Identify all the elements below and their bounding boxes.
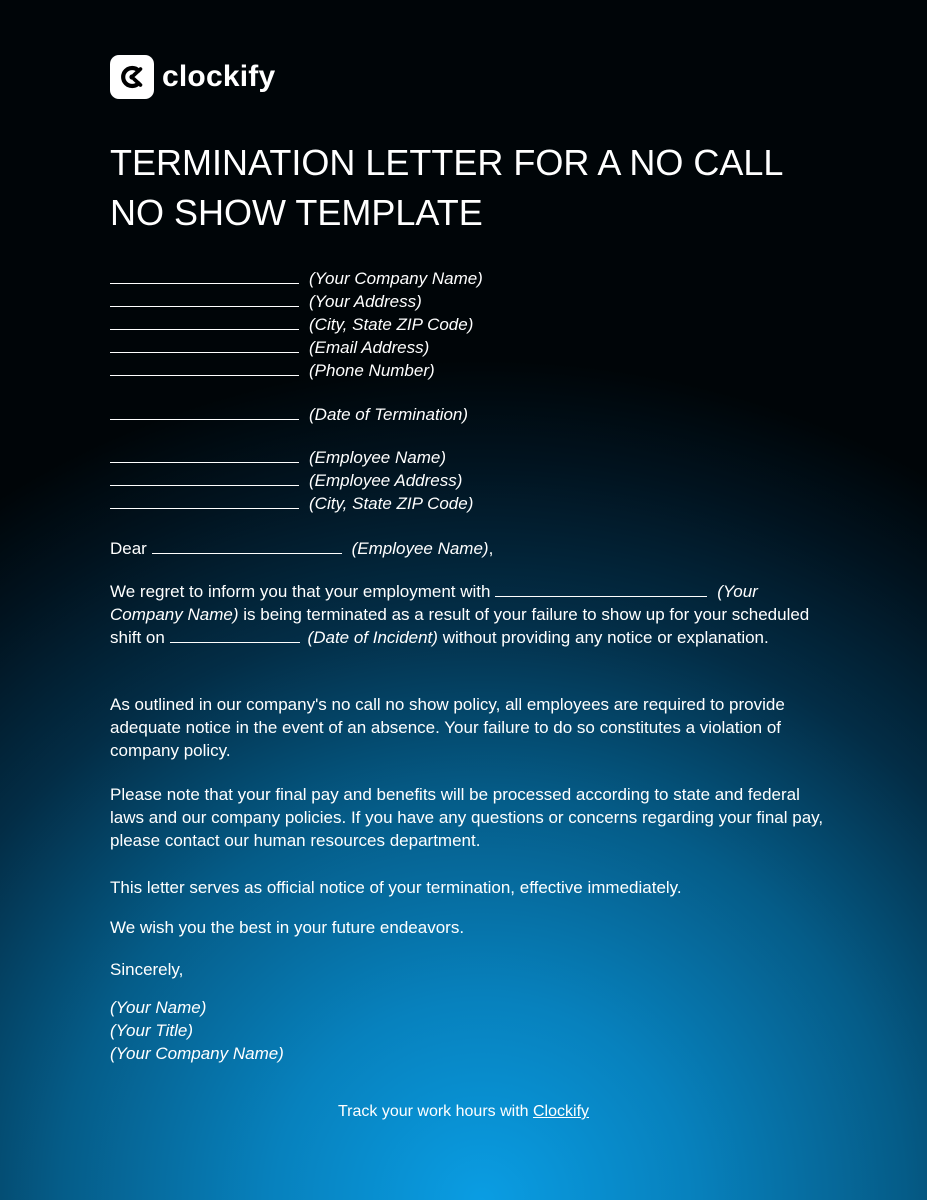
blank-line: [110, 470, 299, 486]
closing: Sincerely,: [110, 960, 184, 979]
signature-company: (Your Company Name): [110, 1044, 284, 1063]
employee-name-line: (Employee Name): [110, 447, 446, 469]
footer: Track your work hours with Clockify: [337, 1103, 590, 1120]
blank-line: [110, 291, 299, 307]
employee-city-line: (City, State ZIP Code): [110, 493, 473, 515]
paragraph-3: Please note that your final pay and benefits will be processed according to state and federal laws and our company policies. If you have any questions or concerns regarding your final pay, please contact our human resources department.: [110, 785, 824, 850]
paragraph-1: We regret to inform you that your employment with (Your Company Name) is being terminated as a result of your failure to show up for your scheduled shift on (Date of Incident) without providing any notice or explanation.: [110, 582, 810, 647]
blank-line: [152, 538, 342, 554]
blank-line: [110, 337, 299, 353]
clockify-logo: [110, 55, 275, 99]
clockify-logo-icon: [110, 55, 154, 99]
blank-line: [110, 314, 299, 330]
salutation: Dear (Employee Name),: [110, 539, 494, 558]
blank-line: [495, 581, 707, 597]
paragraph-4: This letter serves as official notice of your termination, effective immediately.: [110, 878, 682, 897]
page-title: TERMINATION LETTER FOR A NO CALL NO SHOW TEMPLATE: [110, 142, 783, 233]
brand-name: clockify: [162, 60, 276, 93]
signature-title: (Your Title): [110, 1021, 193, 1040]
sender-city-line: (City, State ZIP Code): [110, 314, 473, 336]
blank-line: [110, 404, 299, 420]
blank-line: [110, 493, 299, 509]
sender-address-line: (Your Address): [110, 291, 422, 313]
blank-line: [170, 627, 300, 643]
blank-line: [110, 360, 299, 376]
sender-phone-line: (Phone Number): [110, 360, 435, 382]
sender-email-line: (Email Address): [110, 337, 429, 359]
termination-date-line: (Date of Termination): [110, 404, 468, 426]
employee-address-line: (Employee Address): [110, 470, 462, 492]
clockify-link[interactable]: Clockify: [533, 1103, 590, 1120]
sender-company-line: (Your Company Name): [110, 268, 483, 290]
blank-line: [110, 268, 299, 284]
paragraph-2: As outlined in our company's no call no show policy, all employees are required to provide adequate notice in the event of an absence. Your failure to do so constitutes a violation of company policy.: [110, 695, 785, 760]
paragraph-5: We wish you the best in your future endeavors.: [110, 918, 465, 937]
blank-line: [110, 447, 299, 463]
signature-name: (Your Name): [110, 998, 207, 1017]
